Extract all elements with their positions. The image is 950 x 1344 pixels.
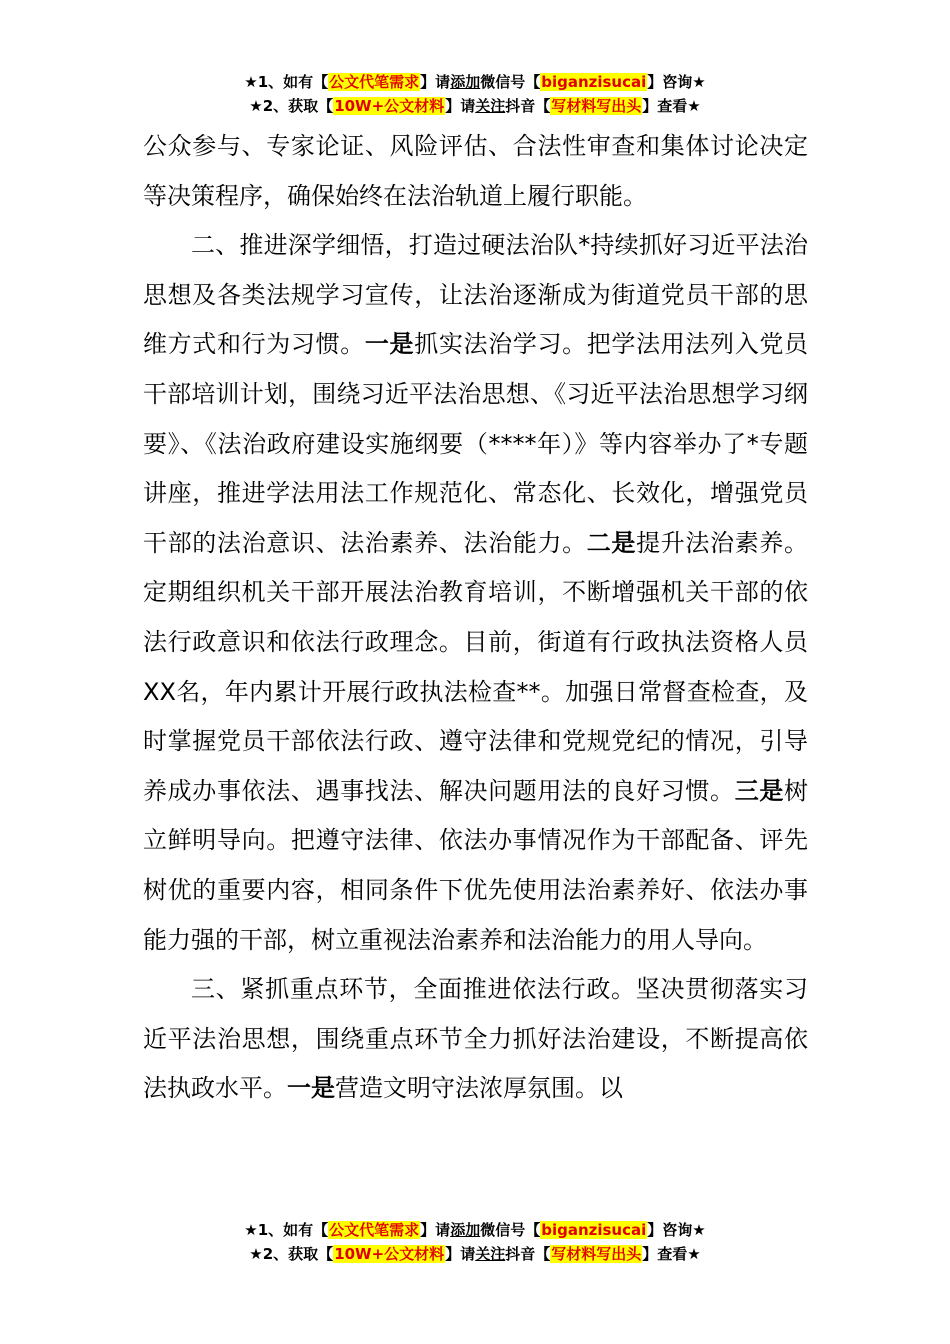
paragraph-text: 二、推进深学细悟，打造过硬法治队*持续抓好习近平法治思想及各类法规学习宣传，让法治逐渐成为街道党员干部的思维方式和行为习惯。 <box>143 231 808 359</box>
banner-highlight: 公文代笔需求 <box>329 1221 420 1239</box>
bold-marker: 一是 <box>364 330 415 359</box>
banner-text: 】请 <box>445 1245 476 1263</box>
banner-underlined-text: 关注 <box>475 1245 506 1263</box>
banner-line-1 <box>0 70 950 94</box>
paragraph-text: 抓实法治学习。把学法用法列入党员干部培训计划，围绕习近平法治思想、《习近平法治思想学习纲要》、《法治政府建设实施纲要（****年）》等内容举办了*专题讲座，推进学法用法工作规范化、常态化、长效化，增强党员干部的法治意识、法治素养、法治能力。 <box>143 330 809 557</box>
banner-highlight: biganzisucai <box>541 1221 647 1239</box>
paragraph-text: 营造文明守法浓厚氛围。以 <box>335 1074 623 1103</box>
banner-text: 抖音【 <box>505 97 551 115</box>
paragraph-text: 树立鲜明导向。把遵守法律、依法办事情况作为干部配备、评先树优的重要内容，相同条件下优先使用法治素养好、依法办事能力强的干部，树立重视法治素养和法治能力的用人导向。 <box>143 776 809 954</box>
banner-text: 】查看★ <box>642 1245 701 1263</box>
banner-highlight: biganzisucai <box>541 73 647 91</box>
banner-text: 】请 <box>445 97 476 115</box>
banner-text: 】咨询★ <box>647 1221 706 1239</box>
paragraph-2 <box>143 221 808 965</box>
banner-text: ★1、如有【 <box>244 73 329 91</box>
banner-highlight: 写材料写出头 <box>551 97 642 115</box>
banner-highlight: 写材料写出头 <box>551 1245 642 1263</box>
paragraph-text: 三、紧抓重点环节，全面推进依法行政。坚决贯彻落实习近平法治思想，围绕重点环节全力抓好法治建设，不断提高依法执政水平。 <box>143 975 808 1103</box>
banner-line-2 <box>0 1242 950 1266</box>
banner-text: 微信号【 <box>480 1221 541 1239</box>
bold-marker: 三是 <box>734 776 785 805</box>
banner-highlight: 10W+公文材料 <box>334 1245 445 1263</box>
banner-line-2 <box>0 94 950 118</box>
footer-banner <box>0 1218 950 1266</box>
paragraph-text: 公众参与、专家论证、风险评估、合法性审查和集体讨论决定等决策程序，确保始终在法治轨道上履行职能。 <box>143 132 808 210</box>
banner-text: 】请 <box>420 73 451 91</box>
paragraph-text: 提升法治素养。定期组织机关干部开展法治教育培训，不断增强机关干部的依法行政意识和依法行政理念。目前，街道有行政执法资格人员XX名，年内累计开展行政执法检查**。加强日常督查检查，及时掌握党员干部依法行政、遵守法律和党规党纪的情况，引导养成办事依法、遇事找法、解决问题用法的良好习惯。 <box>143 528 809 805</box>
banner-text: 】查看★ <box>642 97 701 115</box>
banner-text: 】请 <box>420 1221 451 1239</box>
banner-highlight: 公文代笔需求 <box>329 73 420 91</box>
banner-line-1 <box>0 1218 950 1242</box>
banner-text: 】咨询★ <box>647 73 706 91</box>
bold-marker: 一是 <box>287 1074 335 1103</box>
banner-underlined-text: 添加 <box>450 1221 481 1239</box>
banner-underlined-text: 关注 <box>475 97 506 115</box>
banner-text: ★2、获取【 <box>249 1245 334 1263</box>
header-banner <box>0 70 950 118</box>
bold-marker: 二是 <box>586 528 637 557</box>
banner-text: 抖音【 <box>505 1245 551 1263</box>
banner-underlined-text: 添加 <box>450 73 481 91</box>
banner-text: ★1、如有【 <box>244 1221 329 1239</box>
paragraph-1 <box>143 122 808 221</box>
paragraph-3 <box>143 965 808 1114</box>
banner-highlight: 10W+公文材料 <box>334 97 445 115</box>
document-body <box>143 122 808 1114</box>
banner-text: ★2、获取【 <box>249 97 334 115</box>
banner-text: 微信号【 <box>480 73 541 91</box>
